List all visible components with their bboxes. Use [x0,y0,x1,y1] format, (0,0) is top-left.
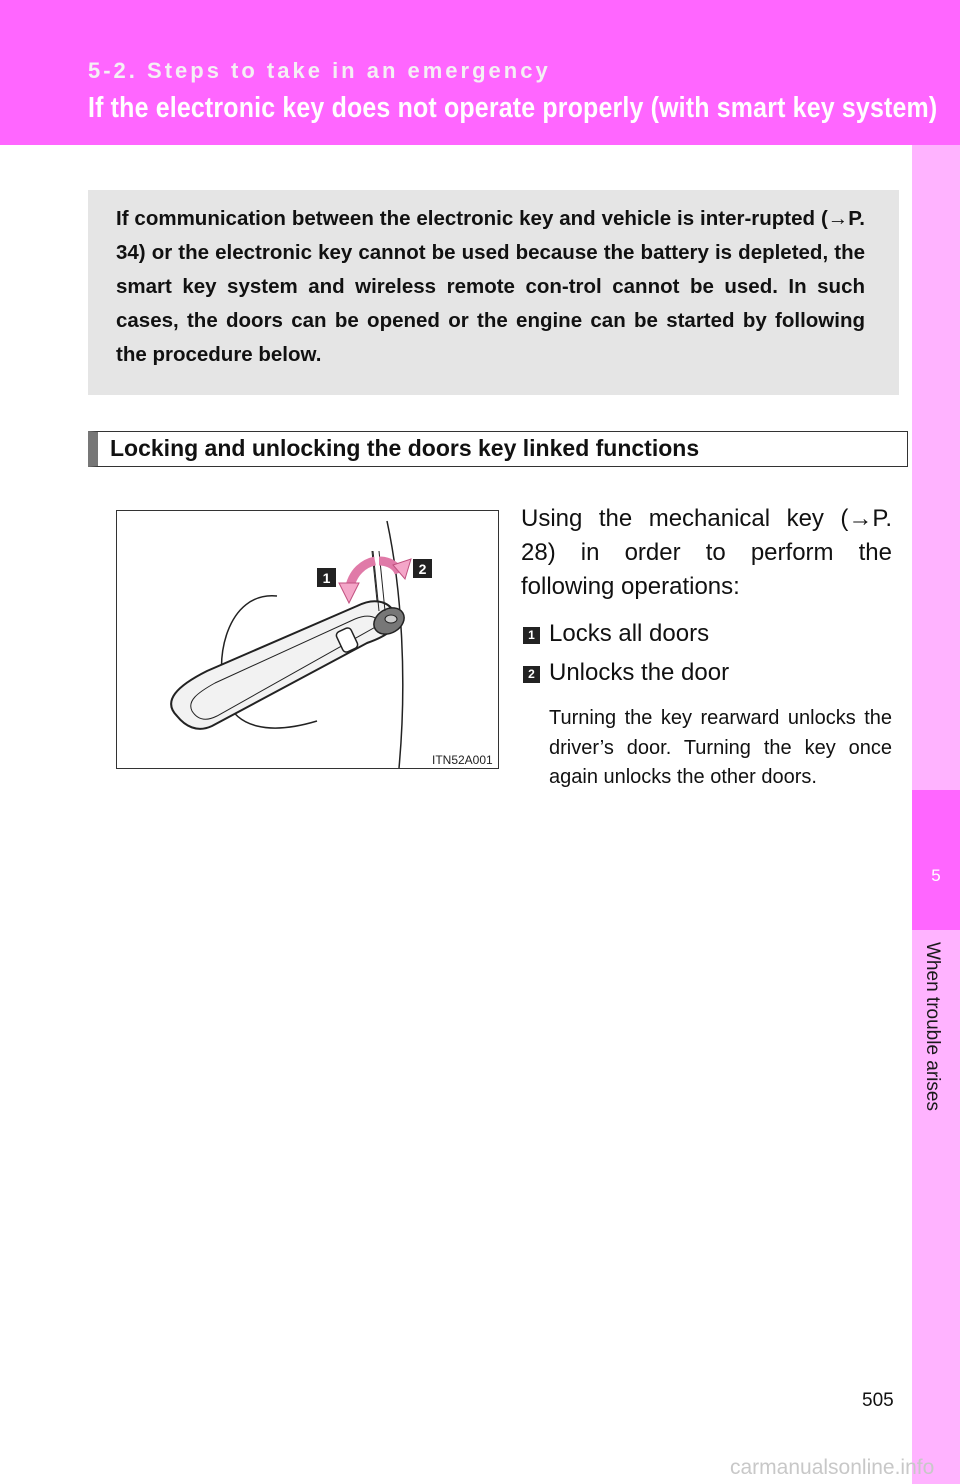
section-heading [88,431,908,467]
page-header [0,0,960,145]
chapter-number: 5 [931,866,941,885]
chapter-title: When trouble arises [922,942,943,1111]
step-note: Turning the key rearward unlocks the driver’s door. Turning the key once again unlocks the other doors. [549,707,892,788]
section-label: 5-2. Steps to take in an emergency [88,58,551,83]
intro-text: If communication between the electronic key and vehicle is inter-rupted (→P. 34) or the electronic key cannot be used because the battery is depleted, the smart key system and wireless remote con-trol cannot be used. In such cases, the doors can be opened or the engine can be started by following the procedure below. [116,207,865,366]
intro-box [88,190,899,395]
door-handle-illustration [117,511,498,768]
page-number: 505 [862,1390,894,1411]
chapter-tab[interactable] [912,790,960,930]
figure-badge-1: 1 [322,570,331,586]
procedure-description: Using the mechanical key (→P. 28) in order to perform the following operations: [521,505,892,600]
figure-code: ITN52A001 [432,753,493,767]
figure-badge-2: 2 [418,561,427,577]
step-label-1: Locks all doors [549,620,710,647]
step-label-2: Unlocks the door [549,659,730,686]
door-handle-figure [116,510,499,769]
page-title: If the electronic key does not operate properly (with smart key system) [88,92,938,124]
step-badge-1: 1 [523,627,540,644]
section-heading-text: Locking and unlocking the doors key linked functions [110,435,700,461]
watermark: carmanualsonline.info [730,1456,935,1479]
step-badge-2: 2 [523,666,540,683]
